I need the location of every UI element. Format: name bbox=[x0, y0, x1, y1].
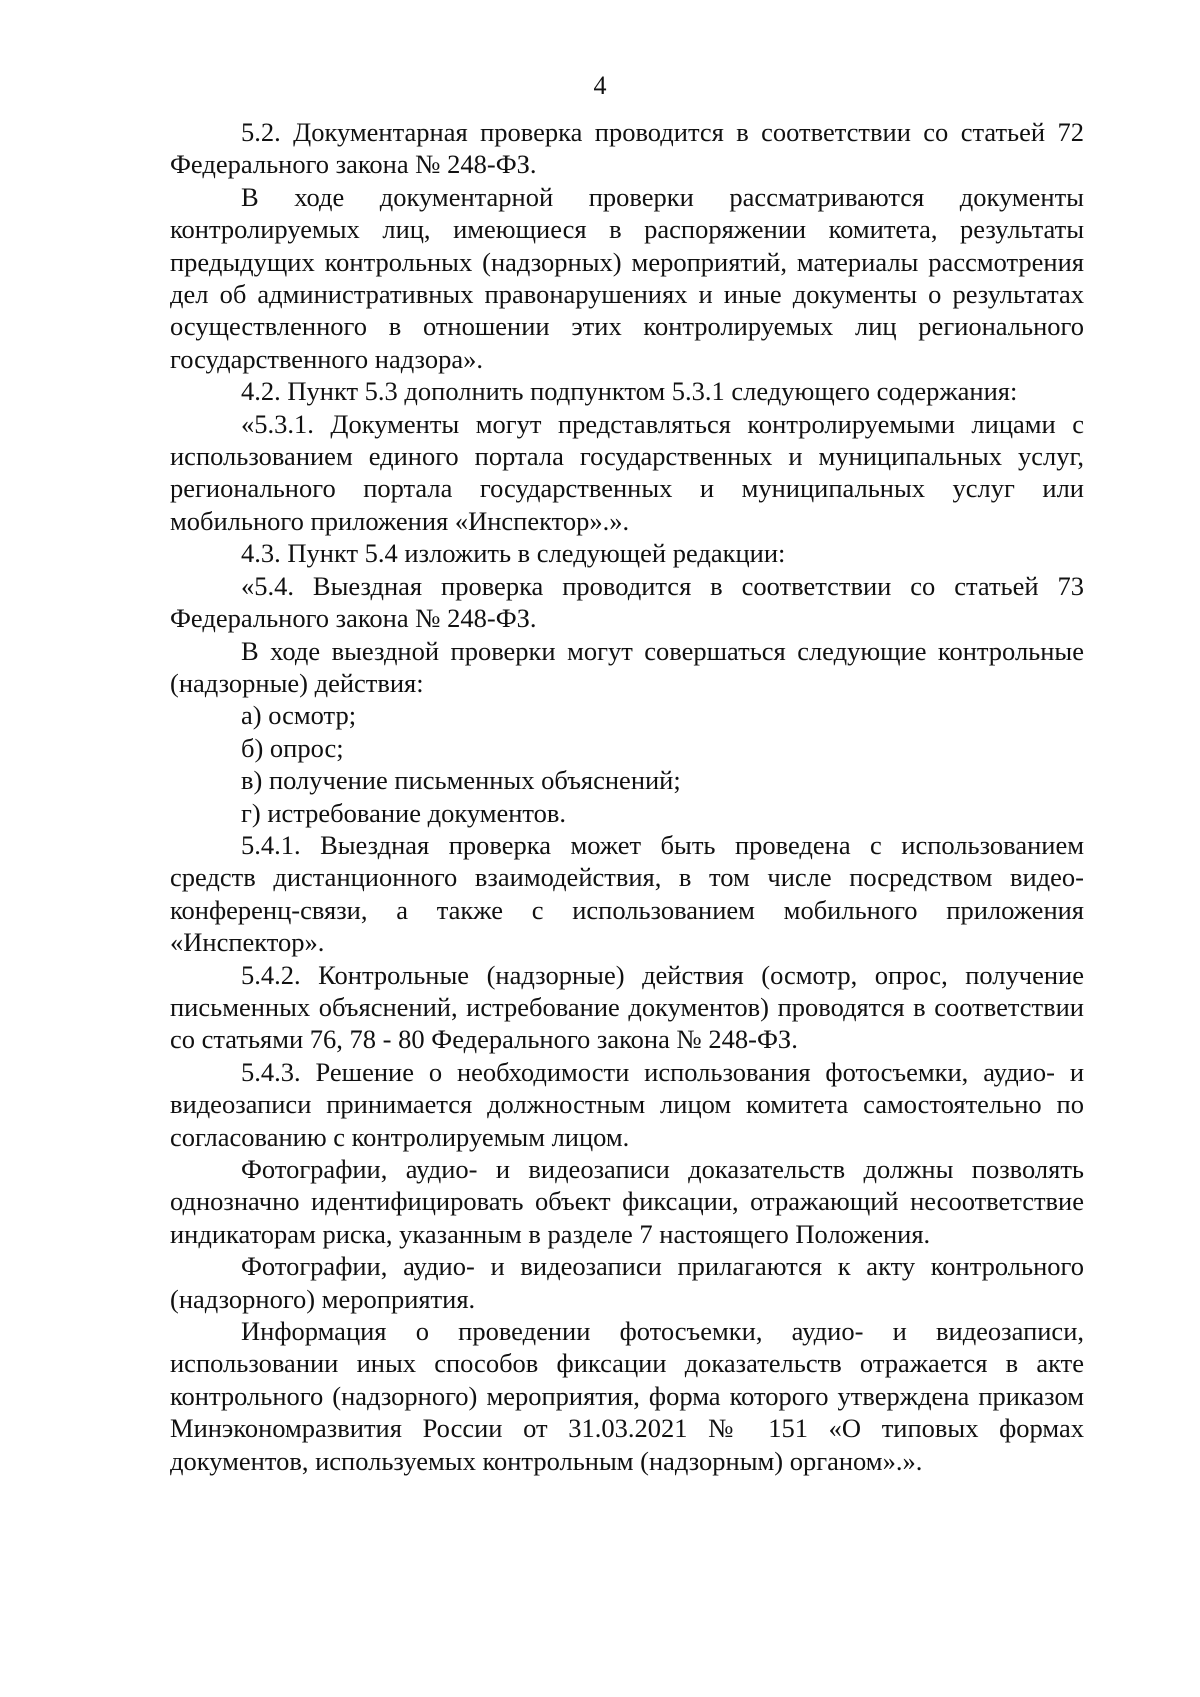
document-body bbox=[170, 116, 1084, 1477]
paragraph-5-3-1: «5.3.1. Документы могут представляться контролируемыми лицами с использованием единого портала государственных и муниципальных услуг, регионального портала государственных и муниципальных услуг или мобильного приложения «Инспектор».». bbox=[170, 408, 1084, 536]
paragraph-photos-requirements: Фотографии, аудио- и видеозаписи доказательств должны позволять однозначно идентифицировать объект фиксации, отражающий несоответствие индикаторам риска, указанным в разделе 7 настоящего Положения. bbox=[170, 1154, 1084, 1249]
paragraph-information-act: Информация о проведении фотосъемки, аудио- и видеозаписи, использовании иных способов фиксации доказательств отражается в акте контрольного (надзорного) мероприятия, форма которого утверждена приказом Минэкономразвития России от 31.03.2021 № 151 «О типовых формах документов, используемых контрольным (надзорным) органом».». bbox=[170, 1316, 1084, 1476]
paragraph-documentary-check: В ходе документарной проверки рассматриваются документы контролируемых лиц, имеющиеся в распоряжении комитета, результаты предыдущих контрольных (надзорных) мероприятий, материалы рассмотрения дел об административных правонарушениях и иные документы о результатах осуществленного в отношении этих контролируемых лиц регионального государственного надзора». bbox=[170, 181, 1084, 374]
paragraph-5-4-3: 5.4.3. Решение о необходимости использования фотосъемки, аудио- и видеозаписи принимается должностным лицом комитета самостоятельно по согласованию с контролируемым лицом. bbox=[170, 1056, 1084, 1152]
paragraph-5-4-2: 5.4.2. Контрольные (надзорные) действия (осмотр, опрос, получение письменных объяснений, истребование документов) проводятся в соответствии со статьями 76, 78 - 80 Федерального закона № 248-ФЗ. bbox=[170, 959, 1084, 1055]
paragraph-photos-attached: Фотографии, аудио- и видеозаписи прилагаются к акту контрольного (надзорного) мероприятия. bbox=[170, 1251, 1084, 1314]
list-item-a: а) осмотр; bbox=[241, 700, 357, 731]
paragraph-5-4: «5.4. Выездная проверка проводится в соответствии со статьей 73 Федерального закона № 248-ФЗ. bbox=[170, 570, 1084, 634]
paragraph-5-4-1: 5.4.1. Выездная проверка может быть проведена с использованием средств дистанционного взаимодействия, в том числе посредством видео-конференц-связи, а также с использованием мобильного приложения «Инспектор». bbox=[170, 829, 1084, 958]
page-number: 4 bbox=[593, 71, 607, 100]
paragraph-4-3: 4.3. Пункт 5.4 изложить в следующей редакции: bbox=[241, 538, 786, 569]
paragraph-field-check-actions: В ходе выездной проверки могут совершаться следующие контрольные (надзорные) действия: bbox=[170, 635, 1084, 698]
paragraph-4-2: 4.2. Пункт 5.3 дополнить подпунктом 5.3.1 следующего содержания: bbox=[241, 376, 1018, 407]
list-item-g: г) истребование документов. bbox=[241, 797, 567, 828]
list-item-v: в) получение письменных объяснений; bbox=[241, 765, 681, 796]
list-item-b: б) опрос; bbox=[241, 732, 344, 763]
paragraph-5-2: 5.2. Документарная проверка проводится в соответствии со статьей 72 Федерального закона № 248-ФЗ. bbox=[170, 117, 1084, 180]
